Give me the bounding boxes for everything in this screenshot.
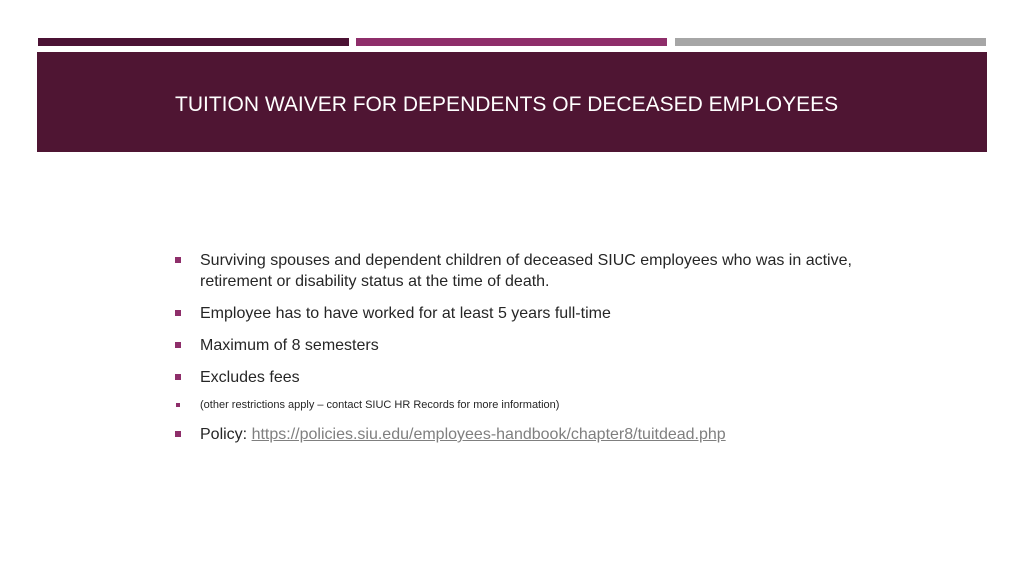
bullet-list: [173, 250, 873, 456]
bullet-text: Surviving spouses and dependent children of deceased SIUC employees who was in active, retirement or disability status at the time of death.: [200, 252, 852, 290]
policy-label: Policy:: [200, 426, 252, 443]
square-bullet-icon: [175, 310, 181, 316]
bullet-text: Excludes fees: [200, 369, 300, 386]
slide-title: TUITION WAIVER FOR DEPENDENTS OF DECEASED EMPLOYEES: [175, 93, 839, 116]
bullet-note-text: (other restrictions apply – contact SIUC HR Records for more information): [200, 399, 560, 411]
square-bullet-icon: [175, 431, 181, 437]
top-accent-bar-magenta: [356, 38, 667, 46]
bullet-item: [173, 335, 873, 356]
bullet-item: [173, 367, 873, 388]
square-bullet-icon: [175, 342, 181, 348]
policy-link[interactable]: https://policies.siu.edu/employees-handbook/chapter8/tuitdead.php: [251, 426, 726, 443]
bullet-text: Maximum of 8 semesters: [200, 337, 379, 354]
bullet-text: Employee has to have worked for at least 5 years full-time: [200, 305, 611, 322]
top-accent-bar-dark: [38, 38, 349, 46]
square-bullet-icon: [175, 374, 181, 380]
bullet-item-note: [173, 398, 873, 412]
top-accent-bar-gray: [675, 38, 986, 46]
square-bullet-icon: [175, 257, 181, 263]
square-bullet-icon: [176, 403, 180, 407]
bullet-item: [173, 303, 873, 324]
bullet-item-policy: [173, 424, 873, 445]
title-band: [37, 52, 987, 152]
bullet-item: [173, 250, 873, 292]
